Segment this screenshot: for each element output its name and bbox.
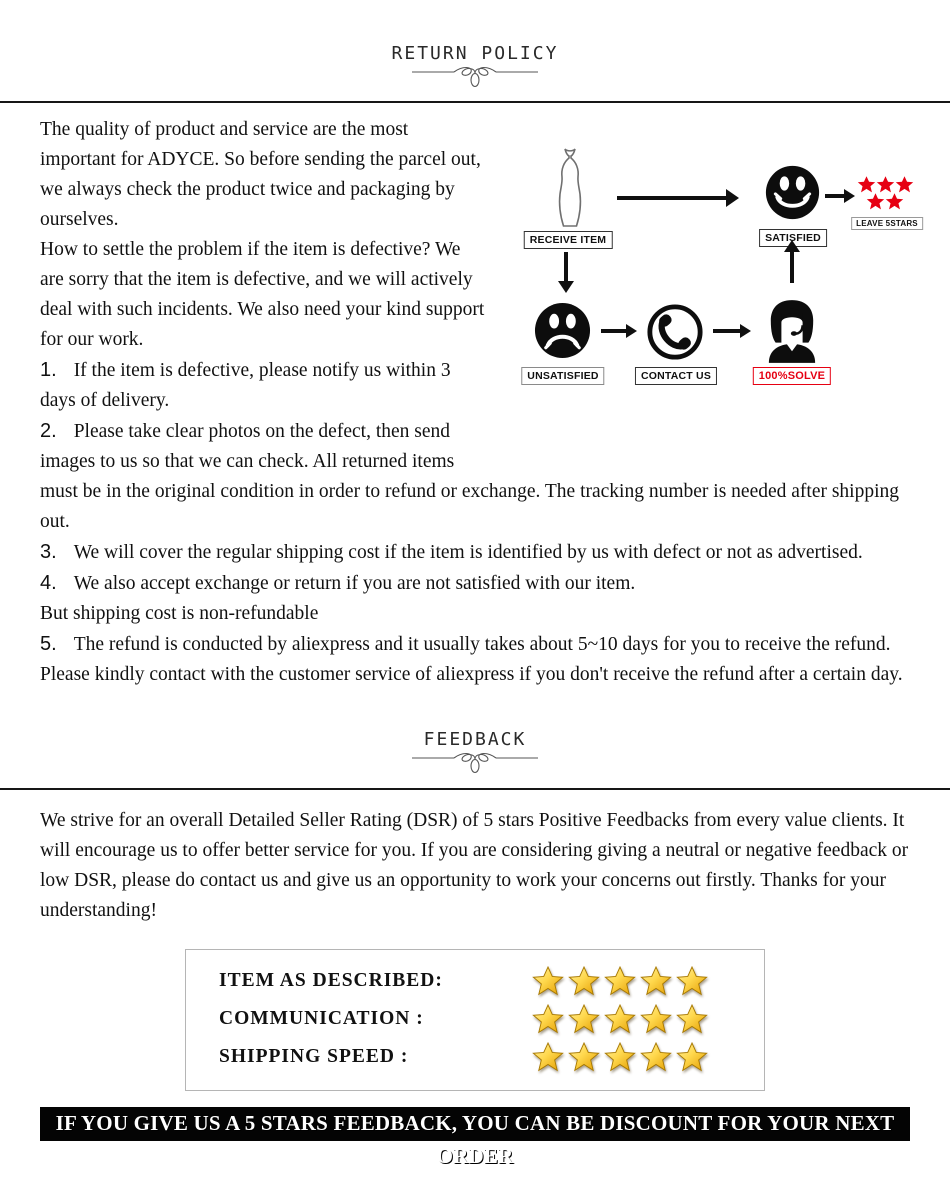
gold-star-icon <box>567 965 601 997</box>
gold-star-icon <box>531 965 565 997</box>
dsr-rating-table <box>185 949 765 1091</box>
gold-star-icon <box>567 1041 601 1073</box>
rating-label: ITEM AS DESCRIBED: <box>219 970 443 991</box>
gold-star-icon <box>567 1003 601 1035</box>
policy-intro-paragraph: The quality of product and service are the most important for ADYCE. So before sending the parcel out, we always check the product twice and packaging by ourselves. <box>40 119 481 230</box>
flow-node-satisfied: SATISFIED <box>759 229 827 247</box>
sad-face-icon <box>533 301 592 360</box>
return-flow-chart <box>495 115 918 467</box>
gold-star-icon <box>603 1003 637 1035</box>
item-text: If the item is defective, please notify us within 3 days of delivery. <box>40 360 451 411</box>
rating-label: COMMUNICATION : <box>219 1008 424 1029</box>
flow-node-contact-us: CONTACT US <box>635 367 717 385</box>
arrow-up-icon <box>790 251 794 283</box>
gold-star-icon <box>531 1003 565 1035</box>
policy-item-3 <box>40 537 915 568</box>
red-star-icon <box>866 192 885 211</box>
arrow-right-icon <box>713 329 741 333</box>
five-gold-stars <box>531 1003 709 1035</box>
rating-label: SHIPPING SPEED : <box>219 1046 409 1067</box>
five-gold-stars <box>531 1041 709 1073</box>
gold-star-icon <box>639 1003 673 1035</box>
return-policy-body <box>0 103 950 690</box>
feedback-header <box>0 690 950 775</box>
rating-row-communication <box>219 1000 764 1038</box>
flourish-divider-icon <box>410 751 540 775</box>
rating-row-shipping-speed <box>219 1038 764 1076</box>
return-policy-header <box>0 0 950 89</box>
policy-item-5 <box>40 629 915 690</box>
item-number: 4. <box>40 572 57 594</box>
policy-intro-paragraph: How to settle the problem if the item is defective? We are sorry that the item is defective, and we will actively deal with such incidents. We also need your kind support for our work. <box>40 239 485 350</box>
feedback-intro-paragraph: We strive for an overall Detailed Seller Rating (DSR) of 5 stars Positive Feedbacks from every value clients. It will encourage us to offer better service for you. If you are considering giving a neutral or negative feedback or low DSR, please do contact us and give us an opportunity to work your concerns out firstly. Thanks for your understanding! <box>40 810 909 921</box>
item-number: 1. <box>40 359 57 381</box>
phone-icon <box>646 303 704 361</box>
feedback-body <box>0 790 950 1168</box>
return-policy-title: RETURN POLICY <box>391 43 559 64</box>
feedback-title: FEEDBACK <box>423 729 527 750</box>
item-text: Please take clear photos on the defect, then send images to us so that we can check. All returned items must be in the original condition in order to refund or exchange. The tracking number is needed after shipping out. <box>40 421 900 532</box>
gold-star-icon <box>603 965 637 997</box>
policy-item-4 <box>40 568 915 599</box>
arrow-right-icon <box>617 196 727 200</box>
item-number: 2. <box>40 420 57 442</box>
gold-star-icon <box>675 1003 709 1035</box>
gold-star-icon <box>531 1041 565 1073</box>
item-text: The refund is conducted by aliexpress and it usually takes about 5~10 days for you to receive the refund. Please kindly contact with the customer service of aliexpress if you don't receive the refund after a certain day. <box>40 634 903 685</box>
gold-star-icon <box>675 965 709 997</box>
flow-node-leave-5stars: LEAVE 5STARS <box>851 217 923 230</box>
gold-star-icon <box>675 1041 709 1073</box>
discount-banner: IF YOU GIVE US A 5 STARS FEEDBACK, YOU CAN BE DISCOUNT FOR YOUR NEXT ORDER <box>40 1107 910 1141</box>
red-star-icon <box>885 192 904 211</box>
gold-star-icon <box>639 1041 673 1073</box>
arrow-right-icon <box>601 329 627 333</box>
flow-node-100-solve: 100%SOLVE <box>753 367 831 385</box>
dress-icon <box>550 145 590 231</box>
policy-item-4-note: But shipping cost is non-refundable <box>40 603 319 624</box>
item-number: 3. <box>40 541 57 563</box>
flow-node-unsatisfied: UNSATISFIED <box>521 367 604 385</box>
arrow-down-icon <box>564 252 568 282</box>
item-text: We will cover the regular shipping cost if the item is identified by us with defect or not as advertised. <box>73 542 863 563</box>
rating-row-item-as-described <box>219 962 764 1000</box>
five-gold-stars <box>531 965 709 997</box>
flourish-divider-icon <box>410 65 540 89</box>
customer-service-icon <box>765 298 819 364</box>
item-text: We also accept exchange or return if you are not satisfied with our item. <box>73 573 636 594</box>
leave-five-stars <box>857 175 917 213</box>
arrow-right-icon <box>825 194 845 198</box>
gold-star-icon <box>639 965 673 997</box>
flow-node-receive-item: RECEIVE ITEM <box>524 231 613 249</box>
happy-face-icon <box>764 164 821 221</box>
gold-star-icon <box>603 1041 637 1073</box>
item-number: 5. <box>40 633 57 655</box>
